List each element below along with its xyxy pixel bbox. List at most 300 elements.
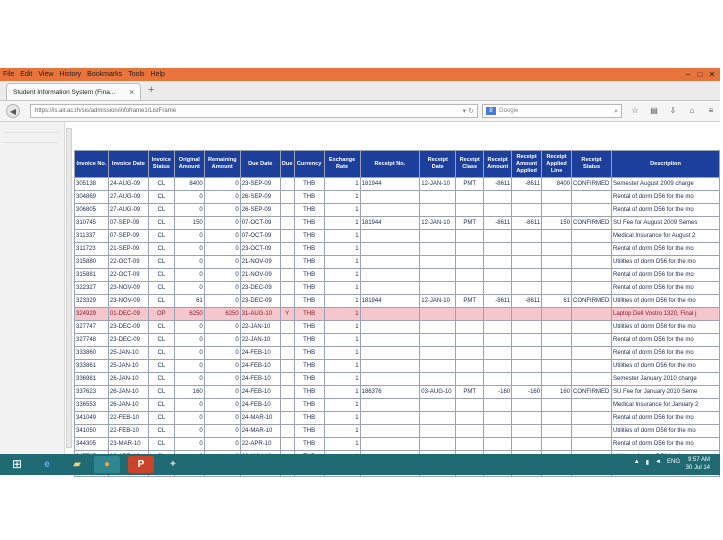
table-cell: Utilities of dorm D56 for the mo bbox=[612, 295, 720, 308]
table-cell bbox=[484, 204, 512, 217]
table-cell bbox=[542, 243, 572, 256]
table-cell: 23-DEC-09 bbox=[108, 334, 148, 347]
table-cell: 186376 bbox=[360, 386, 420, 399]
table-cell bbox=[542, 230, 572, 243]
table-cell bbox=[512, 269, 542, 282]
table-cell: 23-DEC-09 bbox=[108, 321, 148, 334]
table-cell: 0 bbox=[204, 399, 240, 412]
table-row[interactable] bbox=[75, 204, 720, 217]
table-cell bbox=[280, 425, 294, 438]
table-cell bbox=[484, 438, 512, 451]
table-cell: 23-OCT-09 bbox=[240, 243, 280, 256]
table-cell bbox=[572, 360, 612, 373]
table-cell: THB bbox=[294, 204, 324, 217]
maximize-icon[interactable]: □ bbox=[697, 70, 703, 79]
table-row[interactable] bbox=[75, 438, 720, 451]
table-cell bbox=[456, 191, 484, 204]
left-frame bbox=[0, 122, 65, 454]
table-cell: 0 bbox=[204, 178, 240, 191]
table-cell: 8400 bbox=[174, 178, 204, 191]
file-explorer-icon[interactable]: ▰ bbox=[73, 459, 81, 470]
column-header: Description bbox=[612, 151, 720, 178]
table-cell bbox=[512, 308, 542, 321]
table-cell: 24-FEB-10 bbox=[240, 373, 280, 386]
download-icon[interactable]: ⇩ bbox=[669, 106, 677, 115]
table-cell bbox=[360, 282, 420, 295]
table-cell: THB bbox=[294, 308, 324, 321]
column-header: Due Date bbox=[240, 151, 280, 178]
table-cell: 150 bbox=[174, 217, 204, 230]
table-cell: 315880 bbox=[75, 256, 109, 269]
table-cell bbox=[542, 191, 572, 204]
table-cell: 1 bbox=[324, 347, 360, 360]
powerpoint-icon[interactable]: P bbox=[128, 456, 154, 473]
tray-arrow-icon[interactable]: ▲ bbox=[633, 459, 640, 465]
table-cell bbox=[542, 412, 572, 425]
table-cell: CL bbox=[148, 217, 174, 230]
table-cell bbox=[542, 399, 572, 412]
table-cell: 07-SEP-09 bbox=[108, 217, 148, 230]
table-row[interactable] bbox=[75, 217, 720, 230]
table-cell: THB bbox=[294, 321, 324, 334]
table-cell: 181944 bbox=[360, 217, 420, 230]
search-engine-icon[interactable]: 8 bbox=[486, 107, 496, 115]
table-cell bbox=[572, 243, 612, 256]
table-cell bbox=[484, 191, 512, 204]
table-cell: 324929 bbox=[75, 308, 109, 321]
table-cell: 1 bbox=[324, 243, 360, 256]
table-cell: 24-MAR-10 bbox=[240, 425, 280, 438]
table-cell bbox=[484, 360, 512, 373]
table-cell bbox=[572, 399, 612, 412]
table-cell: THB bbox=[294, 334, 324, 347]
table-cell bbox=[512, 373, 542, 386]
table-cell bbox=[512, 191, 542, 204]
bookmark-star-icon[interactable]: ☆ bbox=[631, 106, 639, 115]
table-cell bbox=[420, 269, 456, 282]
table-cell bbox=[512, 399, 542, 412]
column-header: Invoice Date bbox=[108, 151, 148, 178]
screenshot bbox=[0, 68, 720, 475]
table-cell bbox=[360, 399, 420, 412]
table-cell bbox=[420, 204, 456, 217]
tab-strip bbox=[0, 81, 720, 101]
table-cell bbox=[280, 321, 294, 334]
table-cell bbox=[360, 425, 420, 438]
table-cell: Rental of dorm D56 for the mo bbox=[612, 438, 720, 451]
table-cell bbox=[360, 373, 420, 386]
table-row[interactable] bbox=[75, 282, 720, 295]
browser-tab[interactable] bbox=[6, 83, 141, 100]
table-cell: 61 bbox=[542, 295, 572, 308]
table-cell: 1 bbox=[324, 204, 360, 217]
table-cell bbox=[420, 256, 456, 269]
table-cell: 03-AUG-10 bbox=[420, 386, 456, 399]
table-cell: CL bbox=[148, 230, 174, 243]
table-cell bbox=[456, 256, 484, 269]
table-cell bbox=[280, 360, 294, 373]
table-cell: 181944 bbox=[360, 178, 420, 191]
search-icon[interactable]: ⌕ bbox=[614, 108, 618, 115]
table-cell: Semester August 2009 charge bbox=[612, 178, 720, 191]
table-cell: 323329 bbox=[75, 295, 109, 308]
table-cell: PMT bbox=[456, 386, 484, 399]
table-cell: 0 bbox=[204, 386, 240, 399]
home-icon[interactable]: ⌂ bbox=[689, 106, 695, 115]
clock-date: 30 Jul 14 bbox=[685, 465, 710, 471]
table-cell: 1 bbox=[324, 217, 360, 230]
table-cell: 1 bbox=[324, 230, 360, 243]
table-cell: Rental of dorm D56 for the mo bbox=[612, 412, 720, 425]
table-cell bbox=[360, 191, 420, 204]
table-cell bbox=[542, 308, 572, 321]
table-cell: -160 bbox=[484, 386, 512, 399]
url-bar[interactable] bbox=[30, 104, 478, 118]
tab-title: Student Information System (Fina... bbox=[13, 89, 116, 96]
table-cell bbox=[360, 360, 420, 373]
table-cell: 26-JAN-10 bbox=[108, 386, 148, 399]
table-cell bbox=[484, 256, 512, 269]
table-cell bbox=[512, 360, 542, 373]
table-cell: 1 bbox=[324, 360, 360, 373]
table-cell bbox=[280, 178, 294, 191]
table-cell: CL bbox=[148, 282, 174, 295]
table-cell: -160 bbox=[512, 386, 542, 399]
table-cell: CL bbox=[148, 295, 174, 308]
table-cell bbox=[512, 321, 542, 334]
table-cell bbox=[420, 399, 456, 412]
table-cell bbox=[280, 256, 294, 269]
table-cell: Utilities of dorm D56 for the mo bbox=[612, 321, 720, 334]
table-cell: 26-SEP-09 bbox=[240, 191, 280, 204]
table-cell: 336553 bbox=[75, 399, 109, 412]
navigation-bar bbox=[0, 101, 720, 122]
table-cell: CL bbox=[148, 191, 174, 204]
table-cell bbox=[542, 256, 572, 269]
menu-history[interactable]: History bbox=[59, 71, 82, 78]
table-cell: 150 bbox=[542, 217, 572, 230]
table-cell: THB bbox=[294, 191, 324, 204]
table-cell: 26-SEP-09 bbox=[240, 204, 280, 217]
table-cell: 22-OCT-09 bbox=[108, 269, 148, 282]
table-cell bbox=[542, 334, 572, 347]
column-header: Exchange Rate bbox=[324, 151, 360, 178]
table-cell bbox=[280, 438, 294, 451]
table-row[interactable] bbox=[75, 295, 720, 308]
table-cell: 304869 bbox=[75, 191, 109, 204]
table-cell: Medical Insurance for January 2 bbox=[612, 399, 720, 412]
table-cell bbox=[512, 347, 542, 360]
invoice-table bbox=[74, 150, 720, 477]
table-cell bbox=[456, 347, 484, 360]
table-cell: 22-JAN-10 bbox=[240, 321, 280, 334]
table-cell bbox=[484, 334, 512, 347]
column-header: Receipt Date bbox=[420, 151, 456, 178]
table-cell bbox=[484, 321, 512, 334]
table-cell bbox=[456, 308, 484, 321]
divider bbox=[4, 142, 58, 143]
network-icon[interactable]: ▮ bbox=[645, 460, 650, 466]
table-cell bbox=[280, 204, 294, 217]
search-box[interactable] bbox=[482, 104, 622, 118]
table-cell bbox=[572, 321, 612, 334]
table-cell: 336981 bbox=[75, 373, 109, 386]
table-cell: 315881 bbox=[75, 269, 109, 282]
table-row[interactable] bbox=[75, 425, 720, 438]
table-cell bbox=[456, 334, 484, 347]
table-cell bbox=[420, 243, 456, 256]
column-header: Receipt No. bbox=[360, 151, 420, 178]
table-cell: CL bbox=[148, 412, 174, 425]
menu-file[interactable]: File bbox=[3, 71, 15, 78]
table-cell: 23-NOV-09 bbox=[108, 282, 148, 295]
table-cell bbox=[572, 438, 612, 451]
table-cell bbox=[280, 373, 294, 386]
table-cell bbox=[484, 308, 512, 321]
menu-tools[interactable]: Tools bbox=[128, 71, 145, 78]
table-cell: Rental of dorm D56 for the mo bbox=[612, 282, 720, 295]
table-cell: 1 bbox=[324, 295, 360, 308]
table-cell: THB bbox=[294, 399, 324, 412]
table-cell bbox=[360, 256, 420, 269]
new-tab-icon[interactable]: + bbox=[148, 84, 155, 96]
table-row[interactable] bbox=[75, 308, 720, 321]
url-text: https://is.ait.ac.th/sis/admission/infoframe1/ListFrame bbox=[35, 108, 177, 114]
table-cell bbox=[280, 347, 294, 360]
table-cell: CL bbox=[148, 243, 174, 256]
table-cell: 07-OCT-09 bbox=[240, 230, 280, 243]
table-cell: Rental of dorm D56 for the mo bbox=[612, 347, 720, 360]
table-cell: 0 bbox=[174, 243, 204, 256]
table-cell: 0 bbox=[174, 334, 204, 347]
table-row[interactable] bbox=[75, 412, 720, 425]
app-icon[interactable]: ✦ bbox=[168, 459, 178, 470]
table-cell: 0 bbox=[174, 425, 204, 438]
taskbar bbox=[0, 454, 720, 475]
column-header: Receipt Amount bbox=[484, 151, 512, 178]
table-cell bbox=[456, 438, 484, 451]
table-row[interactable] bbox=[75, 269, 720, 282]
table-cell: 22-APR-10 bbox=[240, 438, 280, 451]
table-cell: CONFIRMED bbox=[572, 178, 612, 191]
table-row[interactable] bbox=[75, 334, 720, 347]
table-row[interactable] bbox=[75, 256, 720, 269]
table-cell bbox=[512, 230, 542, 243]
table-cell: 0 bbox=[174, 230, 204, 243]
table-cell: 0 bbox=[174, 373, 204, 386]
table-cell: 0 bbox=[174, 282, 204, 295]
table-cell: THB bbox=[294, 256, 324, 269]
table-cell: 306805 bbox=[75, 204, 109, 217]
table-cell: 0 bbox=[204, 347, 240, 360]
table-cell: 0 bbox=[204, 256, 240, 269]
table-cell: 310745 bbox=[75, 217, 109, 230]
table-cell bbox=[456, 282, 484, 295]
table-row[interactable] bbox=[75, 360, 720, 373]
table-cell: CL bbox=[148, 373, 174, 386]
table-cell bbox=[512, 243, 542, 256]
table-cell bbox=[484, 230, 512, 243]
table-cell: 0 bbox=[204, 295, 240, 308]
table-cell: 1 bbox=[324, 282, 360, 295]
table-cell bbox=[572, 282, 612, 295]
table-cell bbox=[360, 334, 420, 347]
table-cell: 26-JAN-10 bbox=[108, 399, 148, 412]
table-cell bbox=[280, 191, 294, 204]
table-cell: SU Fee for January 2010 Seme bbox=[612, 386, 720, 399]
table-cell: 12-JAN-10 bbox=[420, 178, 456, 191]
table-cell bbox=[280, 412, 294, 425]
table-cell: CL bbox=[148, 347, 174, 360]
table-cell bbox=[456, 399, 484, 412]
table-cell: 0 bbox=[204, 373, 240, 386]
table-cell: 0 bbox=[204, 230, 240, 243]
library-icon[interactable]: ▤ bbox=[650, 106, 658, 115]
minimize-icon[interactable]: – bbox=[685, 70, 691, 79]
table-cell: 337623 bbox=[75, 386, 109, 399]
toolbar-icons bbox=[628, 104, 723, 118]
table-cell: 1 bbox=[324, 191, 360, 204]
table-cell: PMT bbox=[456, 295, 484, 308]
table-row[interactable] bbox=[75, 321, 720, 334]
table-row[interactable] bbox=[75, 347, 720, 360]
table-cell bbox=[420, 321, 456, 334]
table-cell: Utilities of dorm D56 for the mo bbox=[612, 425, 720, 438]
table-cell bbox=[484, 243, 512, 256]
column-header: Receipt Class bbox=[456, 151, 484, 178]
table-cell bbox=[484, 373, 512, 386]
table-cell: 1 bbox=[324, 269, 360, 282]
table-cell: 333861 bbox=[75, 360, 109, 373]
table-cell: 12-JAN-10 bbox=[420, 217, 456, 230]
table-row[interactable] bbox=[75, 386, 720, 399]
table-cell bbox=[456, 373, 484, 386]
table-cell: 311337 bbox=[75, 230, 109, 243]
table-cell bbox=[360, 438, 420, 451]
table-cell bbox=[542, 373, 572, 386]
table-cell bbox=[280, 230, 294, 243]
table-cell bbox=[542, 425, 572, 438]
table-row[interactable] bbox=[75, 373, 720, 386]
table-cell: 1 bbox=[324, 412, 360, 425]
close-window-icon[interactable]: ✕ bbox=[708, 70, 716, 79]
menu-bookmarks[interactable]: Bookmarks bbox=[87, 71, 123, 78]
internet-explorer-icon[interactable]: e bbox=[44, 459, 50, 470]
menu-help[interactable]: Help bbox=[150, 71, 165, 78]
table-cell: 305138 bbox=[75, 178, 109, 191]
table-row[interactable] bbox=[75, 243, 720, 256]
table-cell: CL bbox=[148, 321, 174, 334]
system-tray bbox=[634, 459, 680, 466]
table-cell bbox=[572, 256, 612, 269]
table-cell: CONFIRMED bbox=[572, 217, 612, 230]
table-cell: CL bbox=[148, 425, 174, 438]
table-cell bbox=[484, 412, 512, 425]
clock-time: 9:57 AM bbox=[687, 457, 710, 463]
table-cell: CL bbox=[148, 204, 174, 217]
column-header: Receipt Status bbox=[572, 151, 612, 178]
table-cell: 0 bbox=[204, 425, 240, 438]
table-cell bbox=[512, 256, 542, 269]
table-cell: THB bbox=[294, 438, 324, 451]
close-tab-icon[interactable]: × bbox=[129, 88, 134, 97]
table-cell bbox=[280, 399, 294, 412]
firefox-icon[interactable]: ● bbox=[94, 456, 120, 473]
table-cell bbox=[572, 191, 612, 204]
table-cell bbox=[280, 269, 294, 282]
table-cell bbox=[512, 334, 542, 347]
table-cell: PMT bbox=[456, 217, 484, 230]
back-icon[interactable]: ◀ bbox=[6, 104, 20, 118]
table-row[interactable] bbox=[75, 191, 720, 204]
table-row[interactable] bbox=[75, 230, 720, 243]
column-header: Receipt Amount Applied bbox=[512, 151, 542, 178]
table-cell: 6250 bbox=[174, 308, 204, 321]
table-cell: 0 bbox=[174, 412, 204, 425]
menu-edit[interactable]: Edit bbox=[20, 71, 33, 78]
table-cell: 0 bbox=[174, 204, 204, 217]
table-cell bbox=[572, 373, 612, 386]
language-indicator[interactable]: ENG bbox=[666, 459, 680, 465]
table-cell bbox=[456, 412, 484, 425]
start-button-icon[interactable]: ⊞ bbox=[11, 457, 23, 471]
table-cell: Rental of dorm D56 for the mo bbox=[612, 243, 720, 256]
table-cell: 6250 bbox=[204, 308, 240, 321]
table-cell: 0 bbox=[174, 321, 204, 334]
table-row[interactable] bbox=[75, 399, 720, 412]
table-cell: CL bbox=[148, 334, 174, 347]
table-cell: THB bbox=[294, 360, 324, 373]
reload-icon[interactable]: ▾ ↻ bbox=[462, 108, 474, 115]
table-cell bbox=[420, 412, 456, 425]
table-cell: 344305 bbox=[75, 438, 109, 451]
table-cell bbox=[542, 282, 572, 295]
table-row[interactable] bbox=[75, 178, 720, 191]
table-cell: -8611 bbox=[484, 178, 512, 191]
table-cell: 24-FEB-10 bbox=[240, 347, 280, 360]
table-cell: 25-JAN-10 bbox=[108, 360, 148, 373]
table-cell bbox=[456, 425, 484, 438]
clock[interactable] bbox=[686, 456, 710, 472]
table-cell bbox=[420, 191, 456, 204]
table-cell: THB bbox=[294, 230, 324, 243]
table-cell bbox=[420, 438, 456, 451]
menu-icon[interactable]: ≡ bbox=[708, 106, 714, 115]
table-cell: 160 bbox=[174, 386, 204, 399]
table-cell: 22-FEB-10 bbox=[108, 412, 148, 425]
table-cell: CL bbox=[148, 386, 174, 399]
table-cell bbox=[572, 230, 612, 243]
table-cell bbox=[360, 321, 420, 334]
table-cell bbox=[572, 347, 612, 360]
column-header: Receipt Applied Line bbox=[542, 151, 572, 178]
table-cell: THB bbox=[294, 412, 324, 425]
invoice-table-container bbox=[74, 150, 720, 454]
table-cell bbox=[542, 204, 572, 217]
frame-scrollbar[interactable] bbox=[66, 128, 72, 448]
table-cell: THB bbox=[294, 282, 324, 295]
table-cell: 0 bbox=[174, 256, 204, 269]
table-cell bbox=[572, 308, 612, 321]
table-cell: SU Fee for August 2009 Semes bbox=[612, 217, 720, 230]
menu-view[interactable]: View bbox=[38, 71, 54, 78]
table-cell: 327747 bbox=[75, 321, 109, 334]
table-cell bbox=[512, 438, 542, 451]
volume-icon[interactable]: ◄ bbox=[655, 459, 661, 465]
table-cell: 23-NOV-09 bbox=[108, 295, 148, 308]
table-cell: Rental of dorm D56 for the mo bbox=[612, 191, 720, 204]
table-cell bbox=[456, 269, 484, 282]
